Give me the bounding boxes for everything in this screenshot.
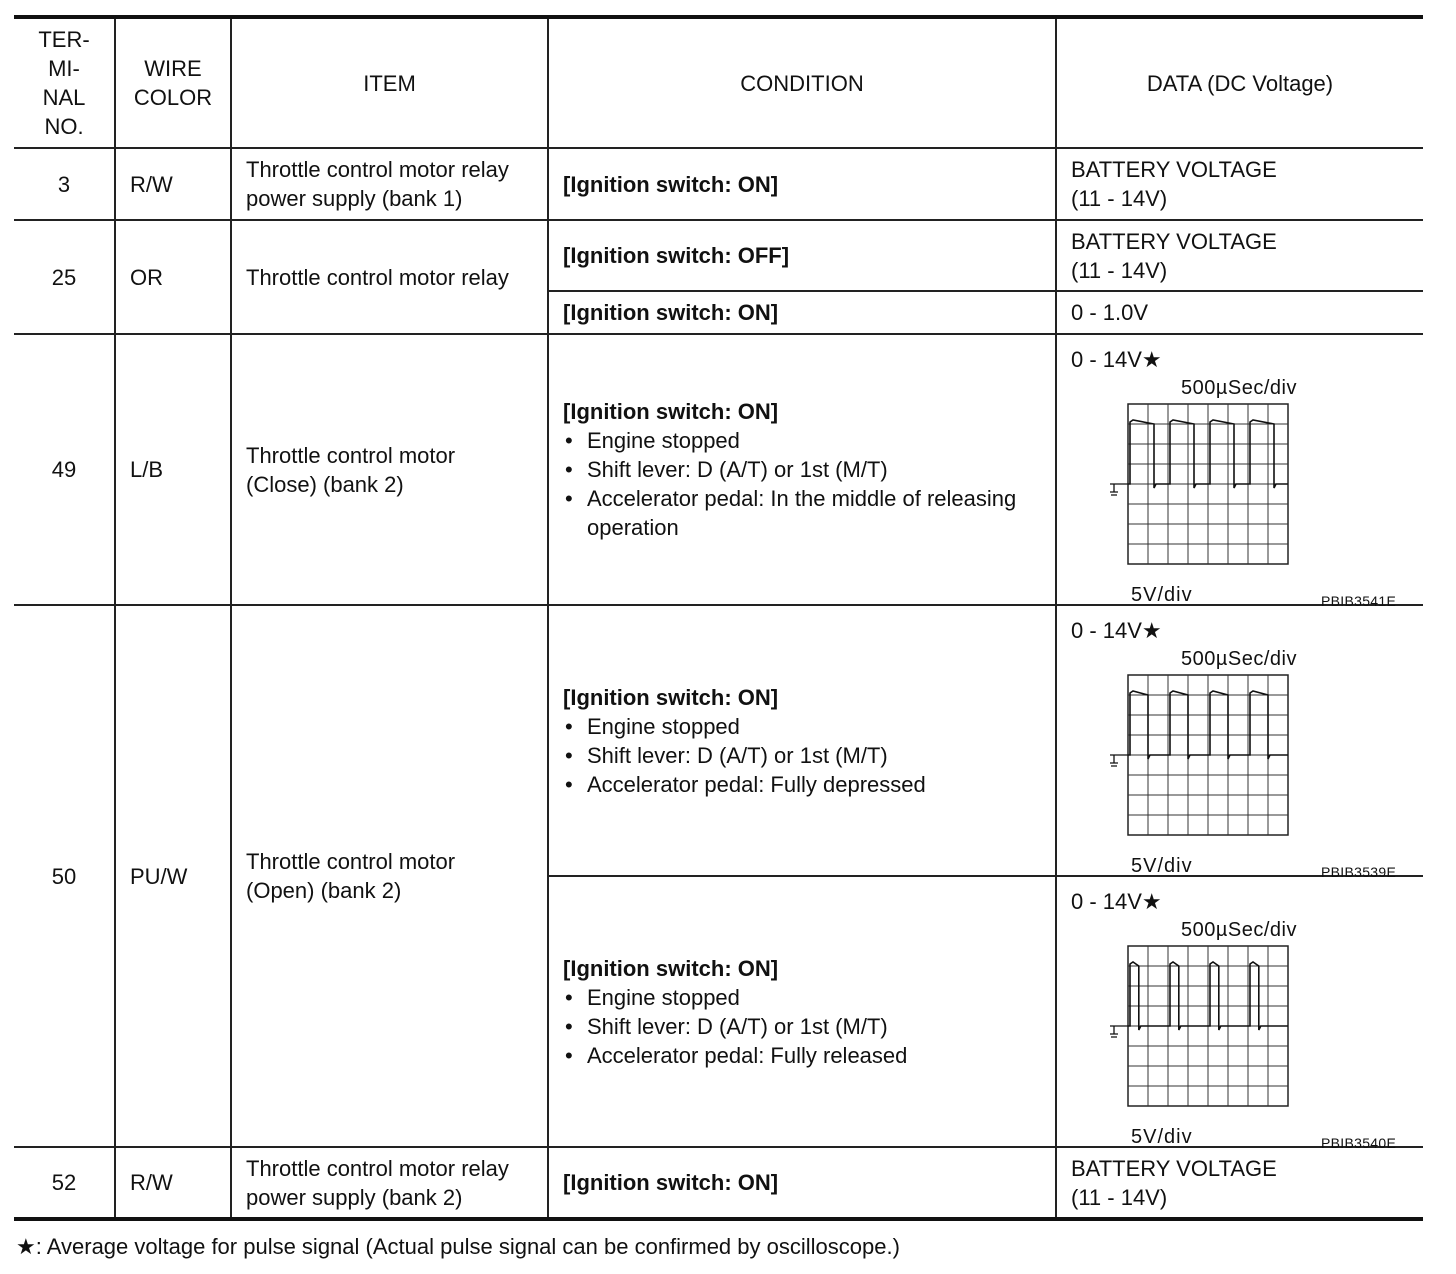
table-row — [14, 220, 1423, 291]
list-item: • Engine stopped — [563, 983, 1041, 1012]
list-item: • Accelerator pedal: Fully released — [563, 1041, 1041, 1070]
condition: [Ignition switch: ON] — [548, 148, 1056, 220]
list-item: • Accelerator pedal: In the middle of releasing operation — [563, 484, 1041, 542]
terminal-no: 52 — [14, 1147, 115, 1219]
item: Throttle control motor (Open) (bank 2) — [231, 605, 548, 1147]
item: Throttle control motor (Close) (bank 2) — [231, 334, 548, 605]
header-wire-color: WIRE COLOR — [115, 17, 231, 148]
condition — [548, 334, 1056, 605]
header-item: ITEM — [231, 17, 548, 148]
list-item: • Engine stopped — [563, 426, 1041, 455]
data-value — [1056, 334, 1423, 609]
data-value — [1056, 876, 1423, 1151]
average-voltage: 0 - 14V★ — [1071, 889, 1162, 914]
header-row — [14, 17, 1423, 148]
item: Throttle control motor relay power supply (bank 1) — [231, 148, 548, 220]
average-voltage: 0 - 14V★ — [1071, 618, 1162, 643]
ground-icon — [1110, 484, 1128, 495]
oscilloscope-waveform — [1071, 374, 1411, 609]
figure-code: PBIB3540E — [1321, 1135, 1397, 1151]
footnote: ★: Average voltage for pulse signal (Actual pulse signal can be confirmed by oscilloscope.) — [16, 1234, 900, 1259]
condition: [Ignition switch: ON] — [548, 1147, 1056, 1219]
time-division: 500µSec/div — [1181, 377, 1297, 399]
terminal-no: 25 — [14, 220, 115, 334]
header-terminal: TER- MI- NAL NO. — [14, 17, 115, 148]
voltage-division: 5V/div — [1131, 584, 1193, 606]
terminal-no: 49 — [14, 334, 115, 605]
condition: [Ignition switch: OFF] — [548, 220, 1056, 291]
header-data: DATA (DC Voltage) — [1056, 17, 1423, 148]
oscilloscope-waveform — [1071, 916, 1411, 1151]
condition — [548, 876, 1056, 1147]
wire-color: R/W — [115, 1147, 231, 1219]
voltage-division: 5V/div — [1131, 1126, 1193, 1148]
oscilloscope-screen — [1071, 645, 1411, 875]
list-item: • Accelerator pedal: Fully depressed — [563, 770, 1041, 799]
table-row — [14, 1147, 1423, 1219]
table-row — [14, 148, 1423, 220]
item: Throttle control motor relay — [231, 220, 548, 334]
condition-list — [563, 712, 1041, 799]
header-condition: CONDITION — [548, 17, 1056, 148]
terminal-no: 3 — [14, 148, 115, 220]
figure-code: PBIB3539E — [1321, 864, 1397, 880]
condition-list — [563, 426, 1041, 542]
data-value — [1056, 605, 1423, 880]
condition — [548, 605, 1056, 876]
condition-list — [563, 983, 1041, 1070]
condition: [Ignition switch: ON] — [548, 291, 1056, 334]
data-value: BATTERY VOLTAGE (11 - 14V) — [1056, 220, 1423, 291]
wire-color: PU/W — [115, 605, 231, 1147]
item: Throttle control motor relay power supply (bank 2) — [231, 1147, 548, 1219]
condition-title: [Ignition switch: ON] — [563, 684, 779, 710]
list-item: • Shift lever: D (A/T) or 1st (M/T) — [563, 1012, 1041, 1041]
average-voltage: 0 - 14V★ — [1071, 347, 1162, 372]
ground-icon — [1110, 755, 1128, 766]
table-row — [14, 605, 1423, 876]
wire-color: OR — [115, 220, 231, 334]
data-value: BATTERY VOLTAGE (11 - 14V) — [1056, 1147, 1423, 1219]
terminal-no: 50 — [14, 605, 115, 1147]
figure-code: PBIB3541E — [1321, 593, 1397, 609]
condition-title: [Ignition switch: ON] — [563, 955, 779, 981]
condition-title: [Ignition switch: ON] — [563, 399, 779, 424]
data-value: 0 - 1.0V — [1056, 291, 1423, 334]
list-item: • Shift lever: D (A/T) or 1st (M/T) — [563, 741, 1041, 770]
wire-color: R/W — [115, 148, 231, 220]
list-item: • Shift lever: D (A/T) or 1st (M/T) — [563, 455, 1041, 484]
ground-icon — [1110, 1026, 1128, 1037]
oscilloscope-screen — [1071, 374, 1411, 604]
data-value: BATTERY VOLTAGE (11 - 14V) — [1056, 148, 1423, 220]
voltage-division: 5V/div — [1131, 855, 1193, 877]
terminal-data-table — [14, 15, 1423, 1221]
wire-color: L/B — [115, 334, 231, 605]
time-division: 500µSec/div — [1181, 648, 1297, 670]
oscilloscope-screen — [1071, 916, 1411, 1146]
oscilloscope-waveform — [1071, 645, 1411, 880]
table-row — [14, 334, 1423, 605]
time-division: 500µSec/div — [1181, 919, 1297, 941]
list-item: • Engine stopped — [563, 712, 1041, 741]
